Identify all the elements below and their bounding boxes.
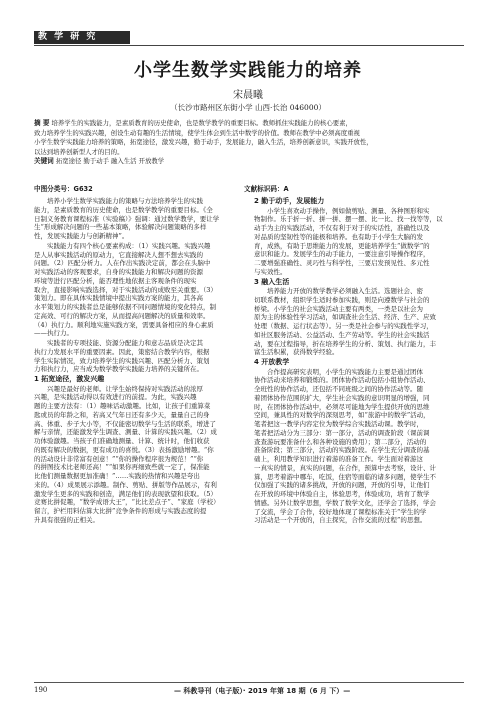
body-line: 动手为主的实践活动，不仅有利于对于的实话性，准确性以及 [254, 224, 430, 232]
section-heading: 1 拓宽途径，激发兴趣 [34, 375, 105, 383]
body-line: 富生活积累，获得数学经验。 [254, 348, 339, 357]
body-paragraph [34, 242, 244, 338]
header-rule [34, 45, 464, 46]
body-line: 高、体重、步子大小等，不仅能密切数学与生活的联系，增进了 [34, 419, 216, 428]
body-line: 了交流，学会了合作，较好地体现了课程标准关于“学生的学 [254, 507, 427, 516]
abstract-line: 以达到培养创新型人才的目的。 [34, 147, 124, 156]
body-line: 着团体协作范围的扩大，学生社会实践的意识明显的增强，同 [254, 393, 430, 402]
body-line: 解与亲情，还能激发学生调查、测量、计算的实践兴趣。（2）成 [34, 428, 217, 437]
body-line: 切联系教材，组织学生适时参加实践，则是向遵数学与社会的 [254, 295, 430, 304]
body-line: 性，发展实践能力与创新精神”。 [34, 232, 129, 240]
body-line: 学生实际情况，致力培养学生的实践兴趣、匹配分析力、策划 [34, 356, 210, 365]
body-line: 础上，利用教学知识进行着游的准备工作。学生面对着游这 [254, 455, 423, 463]
keywords-label: 关键词 [34, 157, 54, 166]
left-column [34, 197, 244, 526]
body-line: 能力，是素质教育的历史使命，也是数学教学的重要目标。《全 [34, 205, 213, 214]
body-paragraph [34, 197, 244, 241]
body-line: 的活动设计非常富有创意！”“你的操作程序很为规范！”“你 [34, 454, 204, 463]
body-line: 兴趣，是实践活动得以有效进行的前提。为此，实践兴趣 [34, 393, 197, 402]
author-name: 宋晨曦 [233, 90, 263, 101]
body-line: 准备阶段；第三部分，活动的实践阶段。在学生充分调查的基 [254, 446, 430, 455]
section-heading: 2 勤于动手，发展能力 [254, 197, 325, 205]
body-line: 问题。（2）匹配分析力。人在作出实践决定前，都会在头脑中 [34, 259, 211, 268]
body-line: 是人从事实践活动的原动力，它直接解决人想不想去实践的 [34, 250, 203, 259]
column-tag-label: 教 学 研 究 [38, 32, 98, 42]
body-line: 原为主的体验性学习活动，如调查社会生活、经济、生产、应致 [254, 313, 436, 322]
body-line: 物制作。乐于折一折、拼一拼、摆一摆、比一比、找一找等等，以 [254, 215, 443, 224]
page-number: 190 [34, 686, 48, 694]
abstract-block [34, 119, 464, 167]
body-line: 培养能力开放的数学教学必须融入生活。选题社会、密 [267, 287, 423, 295]
page-title: 小学生数学实践能力的培养 [134, 60, 362, 81]
abstract-label: 摘 要 [34, 119, 50, 127]
body-line: 策划力。即在具体实践情境中提出实践方案的能力，其各高 [34, 294, 203, 303]
body-line: （4）执行力。顺利地实施实践方案，需要具备相应的身心素质 [34, 320, 214, 329]
body-line: 合作提高研究表明，小学生的实践能力主要是通过团体 [267, 367, 423, 376]
body-paragraph [34, 385, 244, 525]
body-line: 育，成熟，有助于思维能力的发展，更能培养学生“做数学”的 [254, 241, 430, 250]
body-line: 的既有解决的数据，更有成功的喜悦。（3）表扬激励增趣。“你 [34, 445, 214, 454]
body-line: 培养小学生数学实践能力的策略与方法培养学生的实践 [47, 197, 203, 205]
body-line: 定高效、可行的解决方案，从而提高问题解决的质量和效率。 [34, 311, 210, 320]
right-column [254, 197, 464, 526]
body-line: 时，在团体协作活动中，必须尽可能地为学生提供开放的思维 [254, 402, 430, 411]
classification-number: 中图分类号：G632 [34, 185, 93, 193]
body-line: 全班性的协作活动，还包括不同班级之间的协作活动等。随 [254, 385, 423, 393]
body-line: 功体验激趣。当孩子们准确地测量、计算、统计时，他们收获 [34, 437, 210, 445]
footer-rule [34, 682, 464, 683]
body-line: 激发学生更多的实践和创造，满足他们的表现欲望和获取。（5） [34, 489, 217, 498]
body-line: 动，要在过程指导，折在培养学生的分析、策划、执行能力，丰 [254, 339, 436, 348]
keywords-text: 拓宽途径 勤于动手 融入生活 开放教学 [55, 157, 165, 166]
document-code: 文献标识码：A [244, 185, 289, 193]
body-line: 如社区服务活动、公益活动、生产劳动等。学生的社会实践活 [254, 330, 430, 339]
body-line: 日制义务教育课程标准（实验稿）》强调：通过数学教学，要让学 [34, 214, 220, 223]
body-line: 算，思考着游中哪车，吃饭，住宿等面临的诸多问题，使学生不 [254, 472, 436, 481]
body-paragraph [254, 368, 464, 526]
body-line: 取舍，直接影响实践选择，对于实践活动的成败至关重要。（3） [34, 285, 217, 294]
body-line: 环境等进行匹配分析，能否理性地依据主客观条件的现实 [34, 276, 197, 285]
body-line: 对实践活动的客观要求，自身的实践能力和解决问题的资源 [34, 268, 203, 276]
body-line: 处理（数据、运行状态等）。另一类是社会参与的实践性学习， [254, 322, 433, 330]
body-line: 意识和能力。发展学生的动手能力，一要注意引导操作程序， [254, 250, 430, 259]
body-line: 二要增强准确性、灵巧性与科学性，三要启发预见性、多元性 [254, 259, 430, 267]
body-line: 桥梁。小学生的社会实践活动主要有两类，一类是以社会为 [254, 304, 423, 313]
body-line: 题的主要方法有：（1）趣味话动激趣。比如，让孩子们重算菜 [34, 402, 211, 410]
body-line: 与实效性。 [254, 267, 287, 276]
body-line: 生“形成解决问题的一些基本策略，体验解决问题策略的多样 [34, 223, 207, 232]
keywords-line [34, 157, 464, 167]
body-line: 留言，护栏用料估算大比拼”竞争条件的形成与实践态度的提 [34, 507, 207, 515]
body-line: 竞赛比拼促趣，“数学成语大王”，“比比差点子”、“家庭（学校） [34, 498, 220, 507]
body-line: 兴趣是最好的老师。让学生始终保持对实践活动的浓厚 [47, 384, 203, 393]
body-line: 比他们测量数据更加准确！”……实践的热情和兴趣是夸出 [34, 472, 200, 480]
body-line: 习活动是一个开放的，自主探究，合作交流的过程”的思想。 [254, 516, 427, 525]
body-line: 水平策划力的实践者总是能够依据不同问题情境的变化特点，制 [34, 303, 216, 311]
body-line: 执行力发展水平的重要因素。因此，策密结合教学内容，根据 [34, 347, 210, 356]
body-line: 协作活动来培养和锻炼的。团体协作活动包括小组协作活动、 [254, 376, 430, 385]
section-heading: 3 融入生活 [254, 277, 290, 286]
body-line: 空间，兼具性的对数学的深刻思考，如“旅游中的数学”活动， [254, 411, 430, 420]
body-line: 匙或员的年龄之和，若高又气年日还有多少天，量量自己的身 [34, 410, 210, 419]
body-line: 升具有很强的正相关。 [34, 515, 99, 524]
body-line: 实践者的专项技能、资源分配能力和意志品质是决定其 [47, 339, 203, 347]
body-paragraph [254, 207, 464, 277]
body-line: ——执行力。 [34, 329, 73, 338]
section-heading: 4 开放教学 [254, 358, 290, 366]
body-line: 仅加强了实践的诸多挑战，开放的问题，开放的引导，让他们 [254, 481, 430, 490]
body-line: 对品质的坚韧性等的能极和培养。也有助于小学生大脑的发 [254, 232, 423, 241]
abstract-line: 致力培养学生的实践兴趣，创设生动有趣的生活情境，使学生体会到生活中数学的价值。教师在教学中必须高度重视 [34, 128, 360, 137]
column-tag [34, 31, 130, 44]
body-line: 实践能力有四个核心要素构成：（1）实践兴趣。实践兴趣 [47, 241, 211, 250]
body-paragraph [34, 339, 244, 374]
author-affiliation: （长沙市路州区东街小学 山西·长治 046000） [170, 103, 326, 112]
body-line: 笔者把这一教学内容定位为数学综合实践活动课。教学时， [254, 420, 423, 428]
body-paragraph [254, 287, 464, 357]
body-line: 小学生喜欢动手操作，例如做剪贴、测量、各种图形和实 [267, 206, 430, 215]
body-line: 在开放的环境中体验自主，体验思考，体验成功，培育了数学 [254, 490, 430, 498]
body-line: 来的。（4）成果展示添趣。制作、剪贴、拼版等作品展示，有利 [34, 480, 217, 489]
body-line: 情感。另外让数学思想，学数了数学文化，还学会了选择，学会 [254, 498, 436, 507]
abstract-text: 培养学生的实践能力，是素质教育的历史使命，也是数学教学的重要目标。教师抓住实践能力的核心要素， [51, 119, 352, 127]
journal-footer: — 科教导刊（电子版）· 2019 年第 18 期（6 月 下）— [174, 687, 351, 695]
body-line: 力和执行力，应当成为数学教学实践能力培养的关键所在。 [34, 365, 203, 374]
abstract-line: 小学生数学实践能力培养的策略，拓宽途径，激发兴趣，勤于动手，发展能力，融入生活，培养创新意识，实践开放性， [34, 138, 373, 147]
body-line: 笔者把活动分为三部分：第一部分，活动的调查阶段（课前调 [254, 428, 430, 437]
body-line: 查查游玩要准备什么和各种设施的费用）；第二部分，活动的 [254, 437, 427, 446]
body-line: 的拼图技术比老师还高！”“如果你再细致些就一定了，保准能 [34, 463, 210, 472]
abstract-line [34, 119, 464, 129]
body-line: 一真实的情景，真实的问题，在合作，预算中去考察，设计、计 [254, 463, 436, 472]
